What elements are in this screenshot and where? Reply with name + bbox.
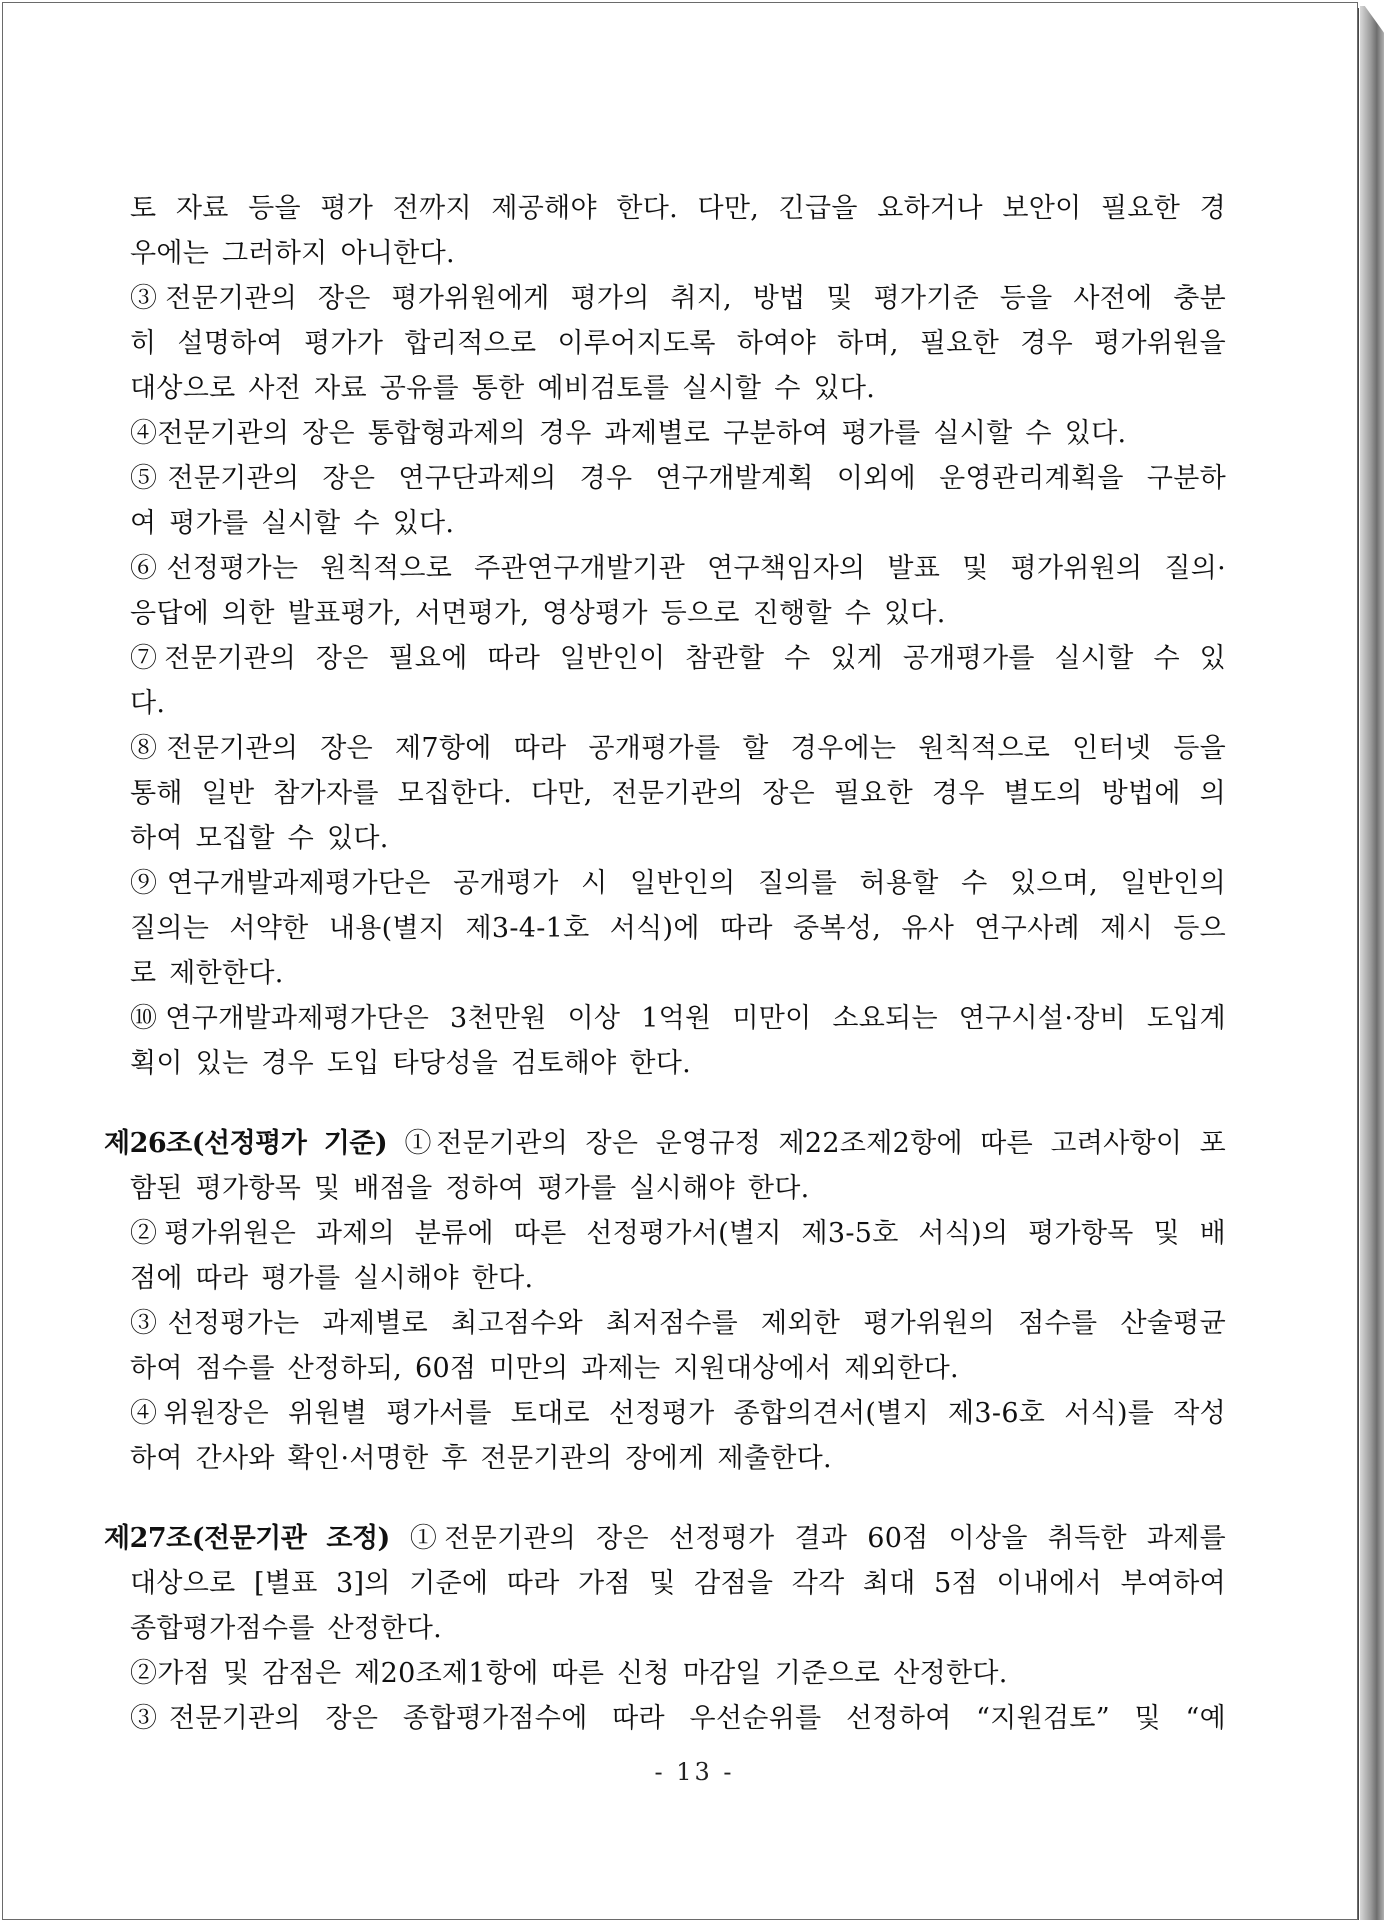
paragraph-item-10-line: 획이 있는 경우 도입 타당성을 검토해야 한다. <box>130 1048 692 1079</box>
page-stack-edge <box>1360 6 1384 1920</box>
article-26-title: 제26조(선정평가 기준) <box>104 1128 388 1159</box>
article-27-item-3-line: ③전문기관의 장은 종합평가점수에 따라 우선순위를 선정하여 “지원검토” 및 “예 <box>130 1703 1226 1734</box>
article-26-item-3-line: ③선정평가는 과제별로 최고점수와 최저점수를 제외한 평가위원의 점수를 산술평균 <box>130 1308 1226 1339</box>
paragraph-item-7-line: ⑦전문기관의 장은 필요에 따라 일반인이 참관할 수 있게 공개평가를 실시할 수 있 <box>130 643 1226 674</box>
article-26-item-4-line: ④위원장은 위원별 평가서를 토대로 선정평가 종합의견서(별지 제3-6호 서식)를 작성 <box>130 1398 1226 1429</box>
article-27-line: 종합평가점수를 산정한다. <box>130 1613 442 1644</box>
article-spacer <box>130 1086 1226 1121</box>
paragraph-item-9-line: ⑨연구개발과제평가단은 공개평가 시 일반인의 질의를 허용할 수 있으며, 일반인의 <box>130 868 1226 899</box>
paragraph-item-4-line: ④전문기관의 장은 통합형과제의 경우 과제별로 구분하여 평가를 실시할 수 있다. <box>130 418 1127 449</box>
paragraph-item-8-line: 하여 모집할 수 있다. <box>130 823 389 854</box>
paragraph-item-6-line: 응답에 의한 발표평가, 서면평가, 영상평가 등으로 진행할 수 있다. <box>130 598 946 629</box>
article-27-heading-line <box>104 1516 1226 1561</box>
page-number: - 13 - <box>654 1758 735 1786</box>
paragraph-item-3-line: 히 설명하여 평가가 합리적으로 이루어지도록 하여야 하며, 필요한 경우 평가위원을 <box>130 328 1226 359</box>
article-26-heading-line <box>104 1121 1226 1166</box>
document-body <box>104 186 1226 1741</box>
paragraph-item-5-line: 여 평가를 실시할 수 있다. <box>130 508 455 539</box>
article-27-item-2-line: ②가점 및 감점은 제20조제1항에 따른 신청 마감일 기준으로 산정한다. <box>130 1658 1008 1689</box>
article-27-first-line: ①전문기관의 장은 선정평가 결과 60점 이상을 취득한 과제를 <box>389 1523 1226 1554</box>
paragraph-item-6-line: ⑥선정평가는 원칙적으로 주관연구개발기관 연구책임자의 발표 및 평가위원의 질의· <box>130 553 1226 584</box>
paragraph-item-3-line: ③전문기관의 장은 평가위원에게 평가의 취지, 방법 및 평가기준 등을 사전에 충분 <box>130 283 1226 314</box>
paragraph-item-8-line: 통해 일반 참가자를 모집한다. 다만, 전문기관의 장은 필요한 경우 별도의 방법에 의 <box>130 778 1226 809</box>
paragraph-item-3-line: 대상으로 사전 자료 공유를 통한 예비검토를 실시할 수 있다. <box>130 373 876 404</box>
paragraph-item-9-line: 질의는 서약한 내용(별지 제3-4-1호 서식)에 따라 중복성, 유사 연구사례 제시 등으 <box>130 913 1226 944</box>
paragraph-item-10-line: ⑩연구개발과제평가단은 3천만원 이상 1억원 미만이 소요되는 연구시설·장비 도입계 <box>130 1003 1226 1034</box>
article-26-line: 함된 평가항목 및 배점을 정하여 평가를 실시해야 한다. <box>130 1173 810 1204</box>
article-26-item-4-line: 하여 간사와 확인·서명한 후 전문기관의 장에게 제출한다. <box>130 1443 832 1474</box>
paragraph-item-5-line: ⑤전문기관의 장은 연구단과제의 경우 연구개발계획 이외에 운영관리계획을 구분하 <box>130 463 1226 494</box>
article-26-first-line: ①전문기관의 장은 운영규정 제22조제2항에 따른 고려사항이 포 <box>387 1128 1226 1159</box>
article-26-item-3-line: 하여 점수를 산정하되, 60점 미만의 과제는 지원대상에서 제외한다. <box>130 1353 959 1384</box>
paragraph-item-7-line: 다. <box>130 688 166 719</box>
text-line: 우에는 그러하지 아니한다. <box>130 238 455 269</box>
text-line: 토 자료 등을 평가 전까지 제공해야 한다. 다만, 긴급을 요하거나 보안이 필요한 경 <box>130 193 1226 224</box>
article-27-title: 제27조(전문기관 조정) <box>104 1523 390 1554</box>
paragraph-item-9-line: 로 제한한다. <box>130 958 284 989</box>
paragraph-item-8-line: ⑧전문기관의 장은 제7항에 따라 공개평가를 할 경우에는 원칙적으로 인터넷 등을 <box>130 733 1226 764</box>
article-26-item-2-line: 점에 따라 평가를 실시해야 한다. <box>130 1263 534 1294</box>
article-spacer <box>130 1481 1226 1516</box>
article-26-item-2-line: ②평가위원은 과제의 분류에 따른 선정평가서(별지 제3-5호 서식)의 평가항목 및 배 <box>130 1218 1226 1249</box>
article-27-line: 대상으로 [별표 3]의 기준에 따라 가점 및 감점을 각각 최대 5점 이내에서 부여하여 <box>130 1568 1226 1599</box>
